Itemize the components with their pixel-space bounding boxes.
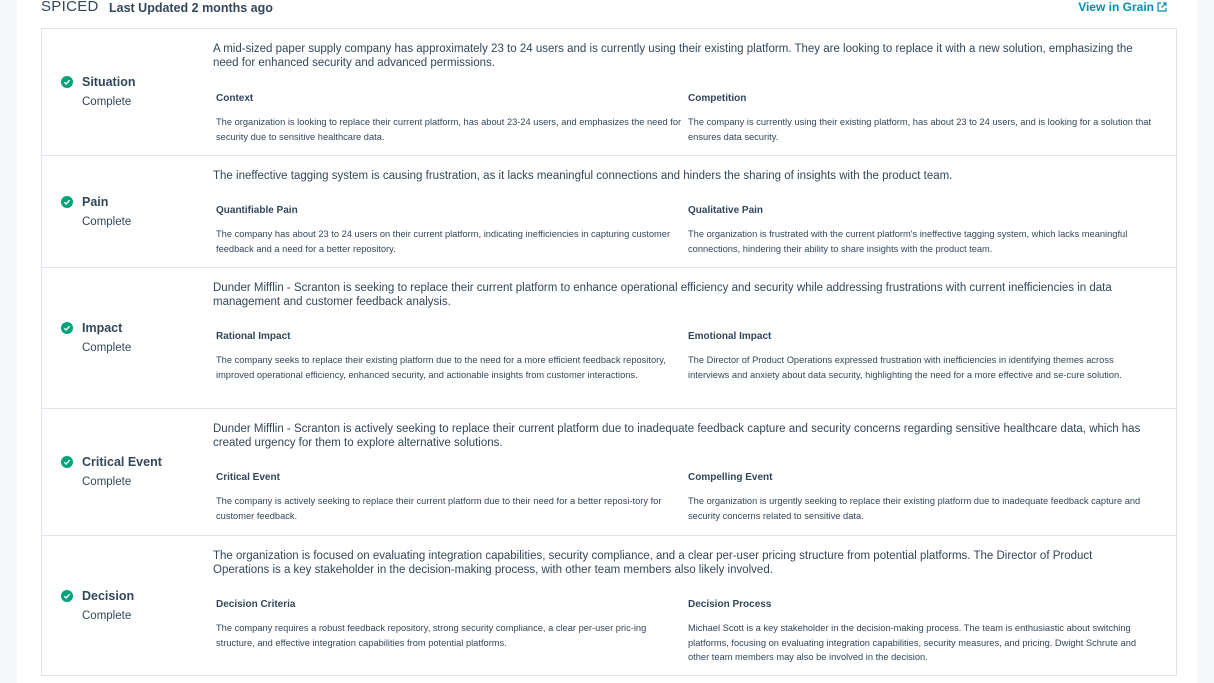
status-block: [61, 75, 201, 108]
view-in-grain-link[interactable]: [1078, 0, 1167, 14]
row-summary: Dunder Mifflin - Scranton is actively seeking to replace their current platform due to inadequate feedback capture and security concerns regarding sensitive healthcare data, which has created urgency for them to explore alternative solutions.: [213, 423, 1141, 449]
column-text: The organization is looking to replace their current platform, has about 23-24 users, and emphasizes the need for security due to sensitive healthcare data.: [216, 117, 682, 142]
status-label: Complete: [82, 476, 132, 488]
spiced-row-pain: [42, 156, 1176, 268]
check-circle-icon: [61, 590, 73, 602]
column-label: Critical Event: [216, 472, 280, 483]
spiced-list: [41, 28, 1177, 676]
row-title: Decision: [82, 589, 135, 603]
row-title: Situation: [82, 75, 136, 89]
column-text: The company has about 23 to 24 users on their current platform, indicating inefficiencies in capturing customer feedback and a need for a better repository.: [216, 229, 671, 254]
column-text: The company seeks to replace their existing platform due to the need for a more efficient feedback repository, improved operational efficiency, enhanced security, and actionable insights from customer interactions.: [216, 355, 666, 380]
status-label: Complete: [82, 342, 132, 354]
rational-impact-column: [216, 331, 682, 382]
check-circle-icon: [61, 456, 73, 468]
last-updated-label: Last Updated 2 months ago: [109, 1, 273, 15]
status-label: Complete: [82, 96, 132, 108]
column-text: The company is currently using their existing platform, has about 23 to 24 users, and is looking for a solution that ensures data security.: [688, 117, 1152, 142]
context-column: [216, 93, 682, 144]
competition-column: [688, 93, 1154, 144]
emotional-impact-column: [688, 331, 1154, 382]
column-label: Compelling Event: [688, 472, 773, 483]
spiced-header: [41, 0, 1173, 22]
decision-criteria-column: [216, 599, 682, 650]
column-label: Decision Criteria: [216, 599, 296, 610]
spiced-row-impact: [42, 268, 1176, 409]
column-text: The Director of Product Operations expressed frustration with inefficiencies in identifying themes across interviews and anxiety about data security, highlighting the need for a more effective and se-cure solution.: [688, 355, 1122, 380]
status-label: Complete: [82, 610, 132, 622]
qualitative-pain-column: [688, 205, 1154, 256]
decision-process-column: [688, 599, 1154, 665]
column-text: The company requires a robust feedback repository, strong security compliance, a clear per-user pric-ing structure, and effective integration capabilities from potential platforms.: [216, 623, 647, 648]
row-title: Pain: [82, 195, 109, 209]
column-label: Rational Impact: [216, 331, 291, 342]
column-label: Decision Process: [688, 599, 772, 610]
status-label: Complete: [82, 216, 132, 228]
column-text: The company is actively seeking to replace their current platform due to their need for a better reposi-tory for customer feedback.: [216, 496, 662, 521]
compelling-event-column: [688, 472, 1154, 523]
status-block: [61, 321, 201, 354]
spiced-panel: [17, 0, 1197, 683]
external-link-icon: [1157, 2, 1167, 12]
spiced-row-critical-event: [42, 409, 1176, 536]
row-summary: Dunder Mifflin - Scranton is seeking to replace their current platform to enhance operational efficiency and security while addressing frustrations with current inefficiencies in data management and customer feedback analysis.: [213, 282, 1112, 308]
row-title: Critical Event: [82, 455, 162, 469]
row-title: Impact: [82, 321, 123, 335]
column-label: Qualitative Pain: [688, 205, 764, 216]
row-summary: A mid-sized paper supply company has approximately 23 to 24 users and is currently using their existing platform. They are looking to replace it with a new solution, emphasizing the need for enhanced security and advanced permissions.: [213, 43, 1133, 69]
column-text: The organization is urgently seeking to replace their existing platform due to inadequate feedback capture and security concerns related to sensitive data.: [688, 496, 1141, 521]
column-label: Quantifiable Pain: [216, 205, 298, 216]
critical-event-column: [216, 472, 682, 523]
column-text: The organization is frustrated with the current platform's ineffective tagging system, which lacks meaningful connections, hindering their ability to share insights with the product team.: [688, 229, 1128, 254]
column-label: Competition: [688, 93, 747, 104]
section-title: SPICED: [41, 0, 99, 15]
row-summary: The ineffective tagging system is causing frustration, as it lacks meaningful connections and hinders the sharing of insights with the product team.: [213, 170, 953, 182]
status-block: [61, 589, 201, 622]
spiced-row-situation: [42, 29, 1176, 156]
view-in-grain-label: View in Grain: [1078, 0, 1154, 14]
row-summary: The organization is focused on evaluating integration capabilities, security compliance, and a clear per-user pricing structure from potential platforms. The Director of Product Operations is a key stakeholder in the decision-making process, with other team members also likely involved.: [213, 550, 1093, 576]
quantifiable-pain-column: [216, 205, 682, 256]
check-circle-icon: [61, 76, 73, 88]
check-circle-icon: [61, 322, 73, 334]
column-label: Emotional Impact: [688, 331, 772, 342]
column-label: Context: [216, 93, 254, 104]
status-block: [61, 455, 201, 488]
column-text: Michael Scott is a key stakeholder in the decision-making process. The team is enthusiastic about switching platforms, focusing on evaluating integration capabilities, security measures, and pricing. Dwight Schrute and other team members may also be involved in the decision.: [688, 623, 1137, 662]
status-block: [61, 195, 201, 228]
spiced-row-decision: [42, 536, 1176, 676]
check-circle-icon: [61, 196, 73, 208]
